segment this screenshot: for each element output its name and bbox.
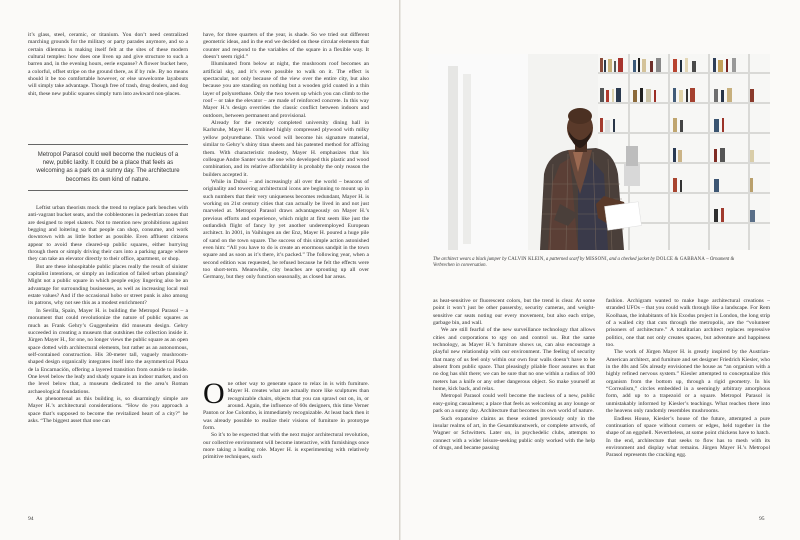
- dropcap-text: ne other way to generate space to relax in is with furniture. Mayer H. creates what are actually more like sculptures than recognizable chairs, objects that you can sprawl out on, in, or around. Again, the influence of 60s designers, this time Verner Panton or Joe Colombo, is immediately recognizable. At least back then it was already possible to realize their visions of furniture in prototype form.: [203, 381, 369, 432]
- left-col1-top: [28, 32, 188, 132]
- right-col1-body: [433, 298, 595, 510]
- page-number-right: 95: [759, 516, 765, 522]
- left-col1-body: [28, 205, 188, 510]
- drop-cap: O: [203, 381, 225, 410]
- portrait-photo: [428, 54, 770, 250]
- paragraph: Endless House, Kiesler’s house of the future, attempted a pure continuation of space without corners or edges, held together in the shape of an eggshell. Nevertheless, at some point chickens have to hatch. In the end, architecture that seeks to flow has to mesh with its environment and display what remains. Jürgen Mayer H.’s Metropol Parasol represents the cracking egg.: [606, 415, 770, 459]
- caption-mid-2: , and a checked jacket by: [606, 257, 655, 262]
- paragraph: While in Dubai – and increasingly all over the world – beacons of originality and towering architectural icons are beginning to mount up in such numbers that their very uniqueness becomes redundant, Mayer H. is working on 21st century cities that can actually be lived in and not just marveled at. Metropol Parasol draws advantageously on Mayer H.’s previous efforts and experience, which might at first seem like just the outlandish flight of fancy by yet another underemployed European architect. In 2001, in Vaihingen an der Enz, Mayer H. poured a huge pile of sand on the town square. The success of this simple action astonished even him: “All you have to do is create an enormous sandpit in the town square and as soon as it’s there, it’s packed.” The following year, when a second edition was requested, he refused because he felt the effects were too short-term. Meanwhile, city beaches are sprouting up all over Germany, but they only function seasonally, as closed bar areas.: [203, 178, 369, 281]
- paragraph: The work of Jürgen Mayer H. is greatly inspired by the Austrian-American architect, and furniture and set designer Friedrich Kiesler, who in the 40s and 50s already envisioned the house as “an organism with a highly refined nervous system.” Kiesler attempted to conceptualize this organism from the bottom up, through a rigid geometry. In his “Correalism,” circles embedded in a seemingly arbitrary amorphous form, add up to a trapezoid or a square. Metropol Parasol is unmistakably informed by Kiesler’s teachings. What reaches there into the heavens only randomly resembles mushrooms.: [606, 349, 770, 415]
- portrait-photo-illustration: [428, 54, 770, 250]
- left-col1-top-text: it’s glass, steel, ceramic, or titanium. You don’t need centralized marching grounds for the military or party parades anymore, and so a certain dilemma is making itself felt at the sites of these modern cultural temples: how does one liven up and give structure to such a barren and, in the evening hours, eerie expanse? A flower bucket here, a colorful, offset stripe on the ground there, as if by rule. By no means should it be too comfortable however, or else unwelcome layabouts will simply take advantage. Though free of trash, drug dealers, and dog shit, these new public squares simply turn into awkward non-places.: [28, 32, 188, 97]
- paragraph: So it’s to be expected that with the next major architectural revolution, our collective environment will become interactive, with furnishings once more taking a leading role. Mayer H. is experimenting with relatively primitive techniques, such: [203, 432, 369, 461]
- left-col2-section: [203, 381, 369, 511]
- paragraph: We are still fearful of the new surveillance technology that allows cities and corporations to spy on and control us. But the same technology, as Mayer H.’s furniture shows us, can also encourage a playful new relationship with our environment. The feeling of security that many of us feel only within our own four walls doesn’t have to be absent from public space. That pleasingly pliable floor assures us that no dog has shit there; we can be sure that no one within a radius of 100 meters has a knife or any other dangerous object. So make yourself at home, kick back, and relax.: [433, 327, 595, 393]
- left-col2-body: [203, 32, 369, 387]
- paragraph: In Sevilla, Spain, Mayer H. is building the Metropol Parasol – a monument that could revolutionize the nature of public squares as much as Frank Gehry’s Guggenheim did museum design. Gehry succeeded in creating a museum that outshines the collection inside it. Jürgen Mayer H., for one, no longer views the public square as an open space dotted with architectural elements, but rather as an autonomous, self-contained construction. His 30-meter tall, vaguely mushroom-shaped design organically integrates itself into the asymmetrical Plaza de la Encarnación, offering a layered transition from outside to inside. One level below the leafy and shady square is an indoor market, and on the level below that, a museum dedicated to the area’s Roman archaeological foundations.: [28, 307, 188, 395]
- caption-brand-2: MISSONI: [585, 257, 607, 262]
- caption-brand-1: CALVIN KLEIN: [507, 257, 544, 262]
- paragraph: But are these inhospitable public places really the result of sinister capitalist intentions, or simply an indication of failed urban planning? Might not a public square in which people enjoy lingering also be an advantage for surrounding businesses, as well as increasing local real estate values? And if the occasional hobo or street punk is also among its patrons, why not see this as a modest enrichment?: [28, 263, 188, 307]
- page-number-left: 94: [28, 516, 34, 522]
- caption-end: in conversation.: [455, 263, 487, 269]
- caption-tail: – Ornament & Verbrechen: [433, 257, 735, 269]
- paragraph: fashion. Archigram wanted to make huge architectural creations – stranded UFOs – that you could walk through like a landscape. For Rem Koolhaas, the inhabitants of his Exodus project in London, the long strip of a walled city that cuts through the metropolis, are the “volunteer prisoners of architecture.” A totalitarian architect replaces repressive politics, one that not only creates spaces, but adventure and happiness too.: [606, 298, 770, 349]
- photo-caption: [433, 257, 753, 269]
- paragraph: have, for three quarters of the year, is shade. So we tried out different geometric ideas, and in the end we decided on these circular elements that counter and respond to the variables of the square in a flexible way. It doesn’t seem rigid.”: [203, 32, 369, 61]
- paragraph: Metropol Parasol could well become the nucleus of a new, public easy-going casualness; a place that feels as welcoming as any lounge or park on a sunny day. Architecture that becomes its own world of nature.: [433, 393, 595, 415]
- paragraph: Already for the recently completed university dining hall in Karlsruhe, Mayer H. combined highly compressed plywood with milky yellow polyurethane. This wood will become his signature material, similar to Gehry’s shiny titan sheets and his patented method for affixing them. With characteristic modesty, Mayer H. emphasizes that his colleague Andre Santer was the one who developed this plastic and wood combination, and its relative affordability is probably the only reason the builders accepted it.: [203, 120, 369, 178]
- paragraph: Such expansive claims as these existed previously only in the insular realms of art, in the Gesamtkunstwerk, or complete artwork, of Wagner or Schwitters. Later on, in psychedelic clubs, attempts to connect with a wider leisure-seeking public only worked with the help of drugs, and became passing: [433, 415, 595, 451]
- caption-mid-1: , a patterned scarf by: [543, 257, 585, 262]
- left-page: [0, 0, 399, 540]
- caption-brand-3: DOLCE & GABBANA: [656, 257, 706, 262]
- dropcap-paragraph: [203, 381, 369, 432]
- paragraph: as heat-sensitive or fluorescent colors, but the trend is clear. At some point it won’t just be other passersby, security cameras, and weight-sensitive car seats noting our every movement, but also each stripe, garbage bin, and wall.: [433, 298, 595, 327]
- paragraph: Illuminated from below at night, the mushroom roof becomes an artificial sky, and it’s even possible to walk on it. The effect is spectacular, not only because of the view over the entire city, but also because you are standing on nothing but a wooden grid coated in a thin layer of polyurethane. Only the two towers up which you can climb to the roof – or take the elevator – are made of reinforced concrete. In this way Mayer H.’s design overrides the classic conflict between indoors and outdoors, between permanent and provisional.: [203, 61, 369, 119]
- pull-quote: Metropol Parasol could well become the nucleus of a new, public laxity. It could be a place that feels as welcoming as a park on a sunny day. The architecture becomes its own kind of nature.: [28, 144, 188, 191]
- caption-lead: The architect wears a black jumper by: [433, 257, 507, 262]
- paragraph: Leftist urban theorists mock the trend to replace park benches with anti-vagrant bucket seats, and the cobblestones in pedestrian zones that are designed to repel skaters. Not to mention new prohibitions against begging and loitering so that people can shop, consume, and work downtown with as little bother as possible. Even affluent citizens appear to avoid these cleared-up public squares, either hurrying through them or simply driving their cars into a parking garage where they can take an elevator directly to their office, apartment, or shop.: [28, 205, 188, 263]
- paragraph: As phenomenal as this building is, so disarmingly simple are Mayer H.’s architectural considerations. “How do you approach a space that’s supposed to become the revitalized heart of a city?” he asks. “The biggest asset that one can: [28, 395, 188, 424]
- right-col2-body: [606, 298, 770, 510]
